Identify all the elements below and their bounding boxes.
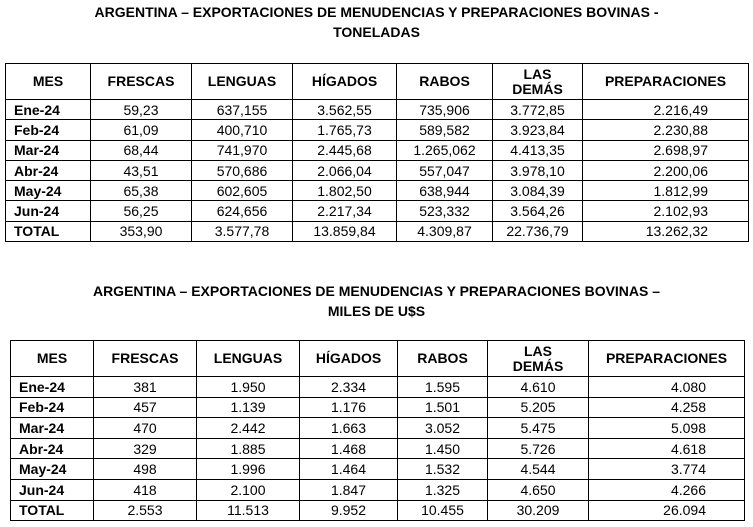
- cell-frescas: 65,38: [91, 181, 192, 201]
- cell-higados: 13.859,84: [293, 221, 397, 241]
- table-row: [11, 438, 745, 459]
- cell-lenguas: 2.442: [197, 418, 300, 439]
- cell-frescas: 68,44: [91, 140, 192, 160]
- table-total-row: [11, 500, 745, 521]
- header-frescas: FRESCAS: [91, 64, 192, 100]
- usd-thousands-table: [10, 340, 745, 521]
- cell-rabos: 638,944: [397, 181, 493, 201]
- cell-las-demas: 22.736,79: [493, 221, 583, 241]
- table2-title: [0, 281, 753, 321]
- cell-frescas: 353,90: [91, 221, 192, 241]
- cell-mes: TOTAL: [6, 221, 91, 241]
- cell-higados: 2.445,68: [293, 140, 397, 160]
- table-header-row: [6, 64, 749, 100]
- cell-mes: May-24: [6, 181, 91, 201]
- cell-frescas: 381: [94, 377, 197, 398]
- cell-lenguas: 3.577,78: [192, 221, 293, 241]
- cell-preparaciones: 2.102,93: [583, 201, 749, 221]
- cell-rabos: 1.532: [398, 459, 488, 480]
- header-frescas: FRESCAS: [94, 341, 197, 377]
- cell-higados: 2.334: [300, 377, 398, 398]
- table-total-row: [6, 221, 749, 241]
- cell-las-demas: 3.084,39: [493, 181, 583, 201]
- cell-frescas: 498: [94, 459, 197, 480]
- cell-lenguas: 624,656: [192, 201, 293, 221]
- cell-preparaciones: 4.080: [589, 377, 745, 398]
- cell-preparaciones: 2.698,97: [583, 140, 749, 160]
- cell-mes: Abr-24: [11, 438, 94, 459]
- cell-mes: May-24: [11, 459, 94, 480]
- table2-title-line1: ARGENTINA – EXPORTACIONES DE MENUDENCIAS Y PREPARACIONES BOVINAS –: [92, 283, 661, 299]
- cell-mes: Mar-24: [11, 418, 94, 439]
- cell-higados: 1.802,50: [293, 181, 397, 201]
- cell-frescas: 2.553: [94, 500, 197, 521]
- cell-frescas: 43,51: [91, 160, 192, 180]
- cell-rabos: 523,332: [397, 201, 493, 221]
- cell-rabos: 1.595: [398, 377, 488, 398]
- table2-title-line2: MILES DE U$S: [327, 303, 426, 319]
- cell-rabos: 1.325: [398, 479, 488, 500]
- table-row: [6, 160, 749, 180]
- cell-mes: Feb-24: [11, 397, 94, 418]
- cell-higados: 1.663: [300, 418, 398, 439]
- header-lenguas: LENGUAS: [197, 341, 300, 377]
- table-row: [6, 201, 749, 221]
- cell-frescas: 470: [94, 418, 197, 439]
- table-row: [6, 140, 749, 160]
- cell-higados: 1.847: [300, 479, 398, 500]
- table1-title: [0, 2, 753, 42]
- cell-las-demas: 3.923,84: [493, 120, 583, 140]
- cell-las-demas: 30.209: [488, 500, 589, 521]
- header-mes: MES: [6, 64, 91, 100]
- cell-rabos: 1.501: [398, 397, 488, 418]
- header-higados: HÍGADOS: [300, 341, 398, 377]
- cell-preparaciones: 4.258: [589, 397, 745, 418]
- cell-rabos: 557,047: [397, 160, 493, 180]
- table-row: [11, 377, 745, 398]
- cell-mes: Mar-24: [6, 140, 91, 160]
- cell-rabos: 1.450: [398, 438, 488, 459]
- cell-higados: 1.176: [300, 397, 398, 418]
- cell-higados: 2.217,34: [293, 201, 397, 221]
- cell-preparaciones: 4.618: [589, 438, 745, 459]
- header-higados: HÍGADOS: [293, 64, 397, 100]
- cell-higados: 9.952: [300, 500, 398, 521]
- cell-rabos: 1.265,062: [397, 140, 493, 160]
- cell-mes: Ene-24: [6, 100, 91, 120]
- cell-lenguas: 1.950: [197, 377, 300, 398]
- table1-title-line2: TONELADAS: [333, 24, 420, 40]
- cell-frescas: 56,25: [91, 201, 192, 221]
- cell-lenguas: 2.100: [197, 479, 300, 500]
- cell-frescas: 61,09: [91, 120, 192, 140]
- cell-lenguas: 1.139: [197, 397, 300, 418]
- cell-las-demas: 4.413,35: [493, 140, 583, 160]
- cell-preparaciones: 4.266: [589, 479, 745, 500]
- cell-mes: TOTAL: [11, 500, 94, 521]
- cell-higados: 2.066,04: [293, 160, 397, 180]
- cell-las-demas: 5.726: [488, 438, 589, 459]
- table-row: [11, 479, 745, 500]
- cell-rabos: 4.309,87: [397, 221, 493, 241]
- table-header-row: [11, 341, 745, 377]
- cell-lenguas: 637,155: [192, 100, 293, 120]
- cell-lenguas: 570,686: [192, 160, 293, 180]
- cell-las-demas: 3.564,26: [493, 201, 583, 221]
- cell-preparaciones: 26.094: [589, 500, 745, 521]
- cell-las-demas: 5.475: [488, 418, 589, 439]
- cell-rabos: 735,906: [397, 100, 493, 120]
- cell-frescas: 457: [94, 397, 197, 418]
- cell-mes: Jun-24: [6, 201, 91, 221]
- cell-lenguas: 1.996: [197, 459, 300, 480]
- table-row: [11, 459, 745, 480]
- tonnes-table: [5, 63, 749, 242]
- cell-lenguas: 602,605: [192, 181, 293, 201]
- cell-preparaciones: 2.230,88: [583, 120, 749, 140]
- cell-frescas: 418: [94, 479, 197, 500]
- cell-preparaciones: 2.200,06: [583, 160, 749, 180]
- cell-rabos: 3.052: [398, 418, 488, 439]
- cell-preparaciones: 13.262,32: [583, 221, 749, 241]
- cell-higados: 1.765,73: [293, 120, 397, 140]
- header-mes: MES: [11, 341, 94, 377]
- cell-las-demas: 4.650: [488, 479, 589, 500]
- table-row: [6, 181, 749, 201]
- cell-preparaciones: 5.098: [589, 418, 745, 439]
- table-row: [6, 120, 749, 140]
- cell-lenguas: 11.513: [197, 500, 300, 521]
- header-las-demas: LAS DEMÁS: [488, 341, 589, 377]
- cell-lenguas: 741,970: [192, 140, 293, 160]
- table1-title-line1: ARGENTINA – EXPORTACIONES DE MENUDENCIAS Y PREPARACIONES BOVINAS -: [94, 4, 659, 20]
- cell-frescas: 59,23: [91, 100, 192, 120]
- header-las-demas: LAS DEMÁS: [493, 64, 583, 100]
- cell-higados: 3.562,55: [293, 100, 397, 120]
- table-row: [6, 100, 749, 120]
- header-lenguas: LENGUAS: [192, 64, 293, 100]
- cell-rabos: 10.455: [398, 500, 488, 521]
- cell-preparaciones: 2.216,49: [583, 100, 749, 120]
- cell-las-demas: 4.610: [488, 377, 589, 398]
- table-row: [11, 418, 745, 439]
- cell-preparaciones: 3.774: [589, 459, 745, 480]
- table-row: [11, 397, 745, 418]
- cell-las-demas: 4.544: [488, 459, 589, 480]
- header-preparaciones: PREPARACIONES: [589, 341, 745, 377]
- cell-las-demas: 5.205: [488, 397, 589, 418]
- header-rabos: RABOS: [398, 341, 488, 377]
- cell-lenguas: 400,710: [192, 120, 293, 140]
- cell-higados: 1.468: [300, 438, 398, 459]
- cell-mes: Feb-24: [6, 120, 91, 140]
- header-rabos: RABOS: [397, 64, 493, 100]
- cell-preparaciones: 1.812,99: [583, 181, 749, 201]
- cell-frescas: 329: [94, 438, 197, 459]
- cell-las-demas: 3.772,85: [493, 100, 583, 120]
- cell-las-demas: 3.978,10: [493, 160, 583, 180]
- header-preparaciones: PREPARACIONES: [583, 64, 749, 100]
- cell-mes: Ene-24: [11, 377, 94, 398]
- cell-mes: Abr-24: [6, 160, 91, 180]
- cell-lenguas: 1.885: [197, 438, 300, 459]
- cell-rabos: 589,582: [397, 120, 493, 140]
- cell-higados: 1.464: [300, 459, 398, 480]
- cell-mes: Jun-24: [11, 479, 94, 500]
